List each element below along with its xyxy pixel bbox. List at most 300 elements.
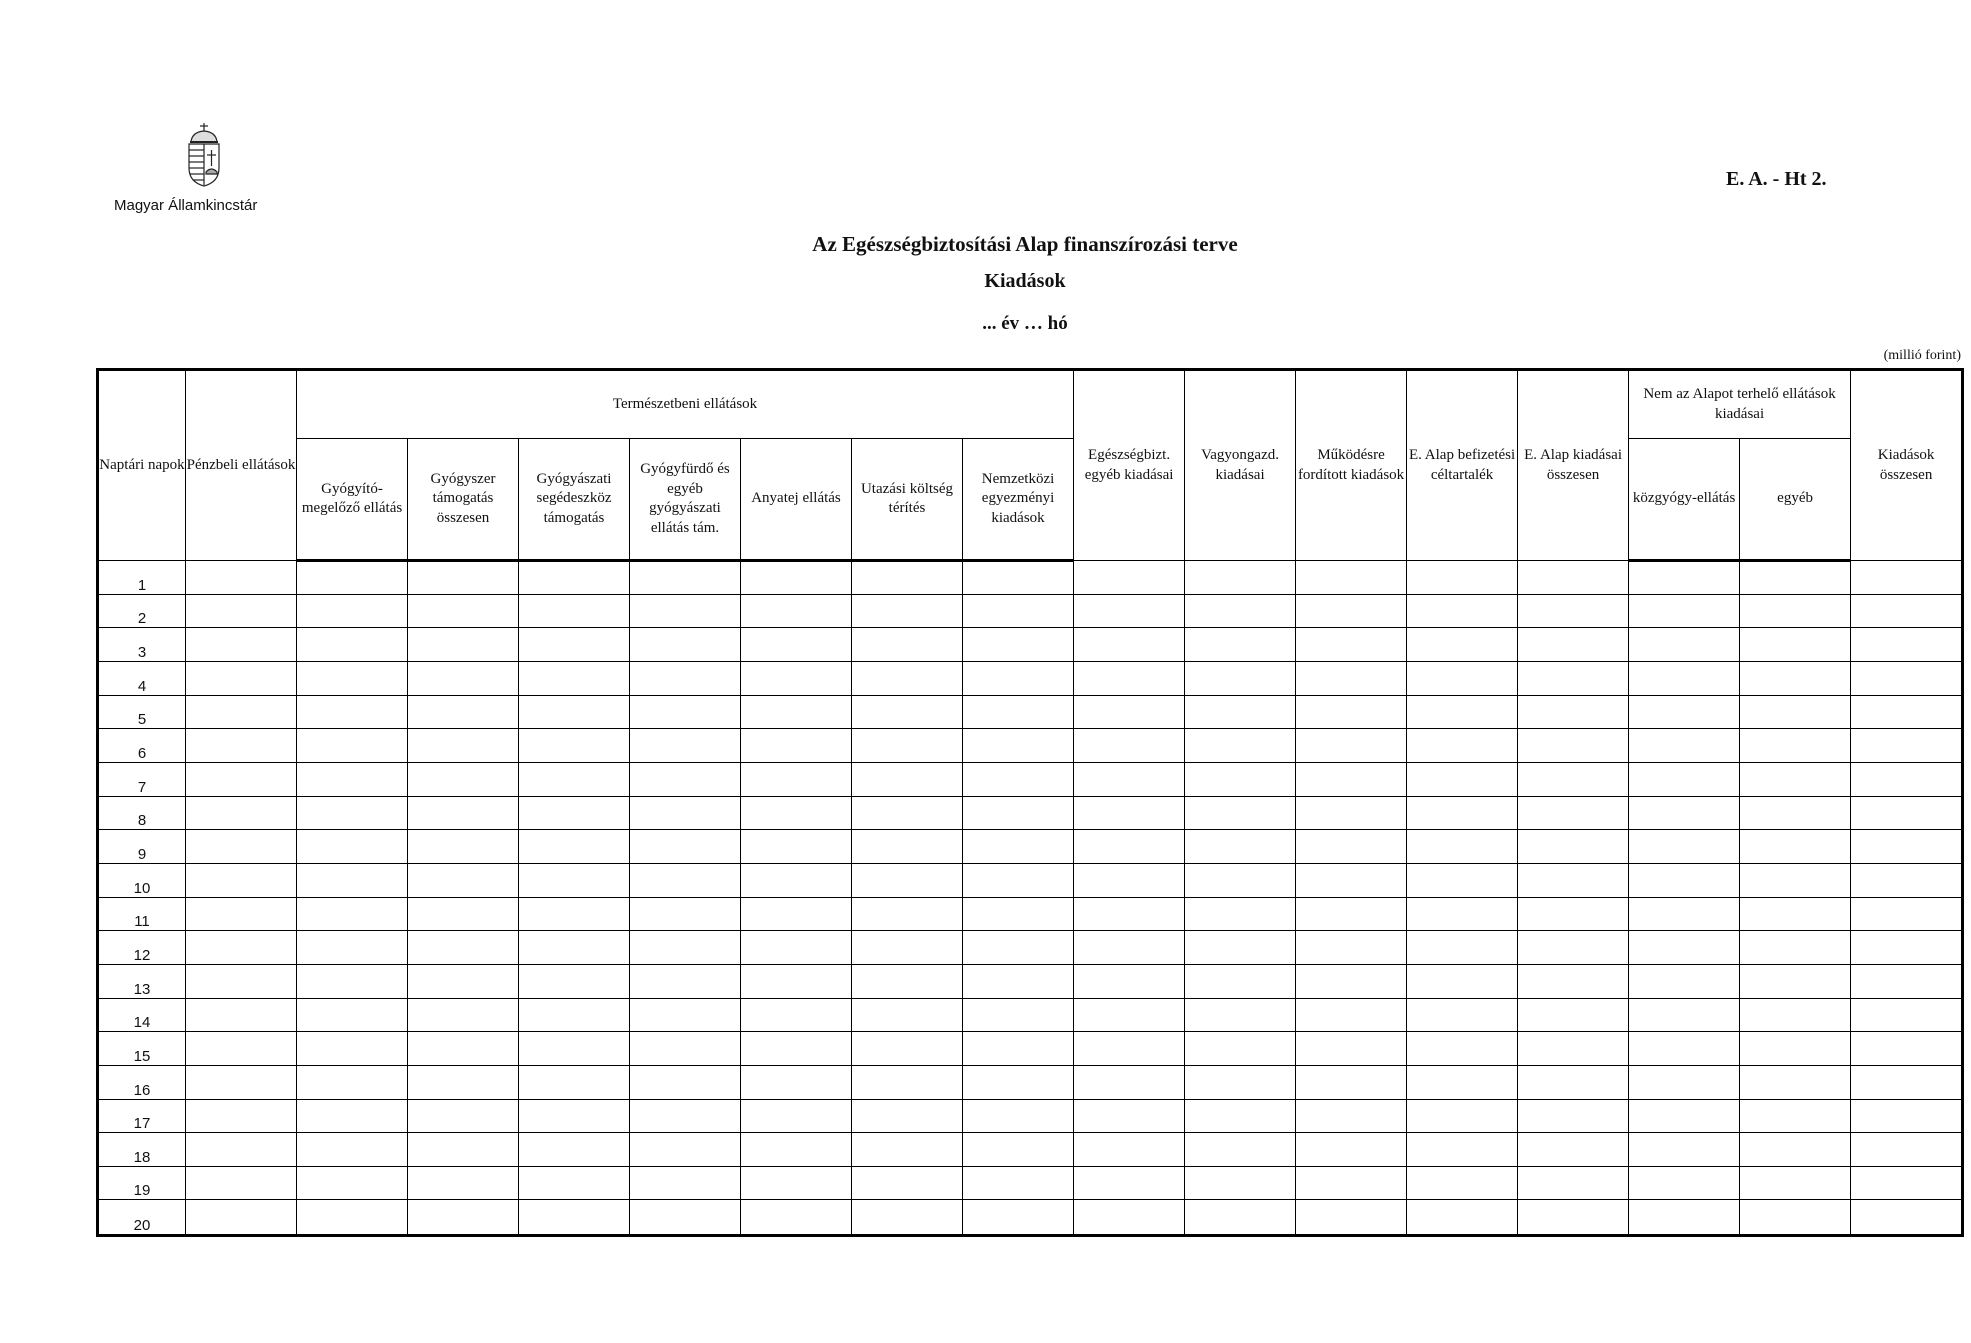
data-cell[interactable] bbox=[1074, 561, 1185, 595]
data-cell[interactable] bbox=[852, 561, 963, 595]
data-cell[interactable] bbox=[1851, 1133, 1963, 1167]
data-cell[interactable] bbox=[1185, 594, 1296, 628]
data-cell[interactable] bbox=[852, 695, 963, 729]
data-cell[interactable] bbox=[630, 762, 741, 796]
data-cell[interactable] bbox=[1407, 695, 1518, 729]
data-cell[interactable] bbox=[297, 863, 408, 897]
data-cell[interactable] bbox=[741, 931, 852, 965]
data-cell[interactable] bbox=[1740, 628, 1851, 662]
data-cell[interactable] bbox=[1851, 863, 1963, 897]
data-cell[interactable] bbox=[519, 796, 630, 830]
data-cell[interactable] bbox=[1407, 762, 1518, 796]
data-cell[interactable] bbox=[963, 796, 1074, 830]
data-cell[interactable] bbox=[1185, 863, 1296, 897]
data-cell[interactable] bbox=[1296, 729, 1407, 763]
data-cell[interactable] bbox=[741, 964, 852, 998]
data-cell[interactable] bbox=[1074, 1065, 1185, 1099]
data-cell[interactable] bbox=[1518, 830, 1629, 864]
data-cell[interactable] bbox=[297, 1032, 408, 1066]
data-cell[interactable] bbox=[297, 762, 408, 796]
data-cell[interactable] bbox=[1407, 796, 1518, 830]
data-cell[interactable] bbox=[186, 628, 297, 662]
data-cell[interactable] bbox=[1740, 830, 1851, 864]
data-cell[interactable] bbox=[741, 1032, 852, 1066]
data-cell[interactable] bbox=[519, 964, 630, 998]
data-cell[interactable] bbox=[1296, 1099, 1407, 1133]
data-cell[interactable] bbox=[1740, 729, 1851, 763]
data-cell[interactable] bbox=[630, 796, 741, 830]
data-cell[interactable] bbox=[519, 1032, 630, 1066]
data-cell[interactable] bbox=[630, 1166, 741, 1200]
data-cell[interactable] bbox=[297, 897, 408, 931]
data-cell[interactable] bbox=[741, 729, 852, 763]
data-cell[interactable] bbox=[1518, 1099, 1629, 1133]
data-cell[interactable] bbox=[408, 830, 519, 864]
data-cell[interactable] bbox=[408, 695, 519, 729]
data-cell[interactable] bbox=[630, 964, 741, 998]
data-cell[interactable] bbox=[186, 796, 297, 830]
data-cell[interactable] bbox=[630, 661, 741, 695]
data-cell[interactable] bbox=[186, 594, 297, 628]
data-cell[interactable] bbox=[1629, 1032, 1740, 1066]
data-cell[interactable] bbox=[1629, 661, 1740, 695]
data-cell[interactable] bbox=[1518, 796, 1629, 830]
data-cell[interactable] bbox=[1629, 796, 1740, 830]
data-cell[interactable] bbox=[1740, 796, 1851, 830]
data-cell[interactable] bbox=[1851, 998, 1963, 1032]
data-cell[interactable] bbox=[1740, 863, 1851, 897]
data-cell[interactable] bbox=[1185, 998, 1296, 1032]
data-cell[interactable] bbox=[519, 729, 630, 763]
data-cell[interactable] bbox=[963, 1065, 1074, 1099]
data-cell[interactable] bbox=[1407, 998, 1518, 1032]
data-cell[interactable] bbox=[186, 863, 297, 897]
data-cell[interactable] bbox=[1740, 695, 1851, 729]
data-cell[interactable] bbox=[1629, 729, 1740, 763]
data-cell[interactable] bbox=[186, 1099, 297, 1133]
data-cell[interactable] bbox=[630, 830, 741, 864]
data-cell[interactable] bbox=[1074, 729, 1185, 763]
data-cell[interactable] bbox=[297, 931, 408, 965]
data-cell[interactable] bbox=[963, 661, 1074, 695]
data-cell[interactable] bbox=[297, 628, 408, 662]
data-cell[interactable] bbox=[1074, 897, 1185, 931]
data-cell[interactable] bbox=[741, 1065, 852, 1099]
data-cell[interactable] bbox=[1185, 897, 1296, 931]
data-cell[interactable] bbox=[741, 1166, 852, 1200]
data-cell[interactable] bbox=[1851, 897, 1963, 931]
data-cell[interactable] bbox=[963, 830, 1074, 864]
data-cell[interactable] bbox=[741, 661, 852, 695]
data-cell[interactable] bbox=[1185, 1032, 1296, 1066]
data-cell[interactable] bbox=[1851, 561, 1963, 595]
data-cell[interactable] bbox=[1407, 729, 1518, 763]
data-cell[interactable] bbox=[1185, 1200, 1296, 1236]
data-cell[interactable] bbox=[630, 1065, 741, 1099]
data-cell[interactable] bbox=[1296, 1133, 1407, 1167]
data-cell[interactable] bbox=[408, 863, 519, 897]
data-cell[interactable] bbox=[852, 931, 963, 965]
data-cell[interactable] bbox=[297, 964, 408, 998]
data-cell[interactable] bbox=[1518, 729, 1629, 763]
data-cell[interactable] bbox=[852, 796, 963, 830]
data-cell[interactable] bbox=[519, 1200, 630, 1236]
data-cell[interactable] bbox=[186, 1200, 297, 1236]
data-cell[interactable] bbox=[408, 931, 519, 965]
data-cell[interactable] bbox=[408, 964, 519, 998]
data-cell[interactable] bbox=[519, 830, 630, 864]
data-cell[interactable] bbox=[1518, 897, 1629, 931]
data-cell[interactable] bbox=[630, 1133, 741, 1167]
data-cell[interactable] bbox=[297, 1065, 408, 1099]
data-cell[interactable] bbox=[408, 1200, 519, 1236]
data-cell[interactable] bbox=[1074, 998, 1185, 1032]
data-cell[interactable] bbox=[852, 897, 963, 931]
data-cell[interactable] bbox=[741, 897, 852, 931]
data-cell[interactable] bbox=[519, 1099, 630, 1133]
data-cell[interactable] bbox=[1740, 931, 1851, 965]
data-cell[interactable] bbox=[1629, 964, 1740, 998]
data-cell[interactable] bbox=[1740, 1166, 1851, 1200]
data-cell[interactable] bbox=[630, 998, 741, 1032]
data-cell[interactable] bbox=[630, 931, 741, 965]
data-cell[interactable] bbox=[1851, 796, 1963, 830]
data-cell[interactable] bbox=[1296, 628, 1407, 662]
data-cell[interactable] bbox=[963, 1032, 1074, 1066]
data-cell[interactable] bbox=[963, 931, 1074, 965]
data-cell[interactable] bbox=[1740, 661, 1851, 695]
data-cell[interactable] bbox=[1074, 1099, 1185, 1133]
data-cell[interactable] bbox=[519, 931, 630, 965]
data-cell[interactable] bbox=[1296, 998, 1407, 1032]
data-cell[interactable] bbox=[1296, 762, 1407, 796]
data-cell[interactable] bbox=[963, 594, 1074, 628]
data-cell[interactable] bbox=[963, 863, 1074, 897]
data-cell[interactable] bbox=[1518, 1133, 1629, 1167]
data-cell[interactable] bbox=[1629, 897, 1740, 931]
data-cell[interactable] bbox=[852, 964, 963, 998]
data-cell[interactable] bbox=[852, 1200, 963, 1236]
data-cell[interactable] bbox=[1629, 695, 1740, 729]
data-cell[interactable] bbox=[1518, 594, 1629, 628]
data-cell[interactable] bbox=[186, 695, 297, 729]
data-cell[interactable] bbox=[519, 897, 630, 931]
data-cell[interactable] bbox=[741, 1099, 852, 1133]
data-cell[interactable] bbox=[1407, 1065, 1518, 1099]
data-cell[interactable] bbox=[963, 964, 1074, 998]
data-cell[interactable] bbox=[1851, 1065, 1963, 1099]
data-cell[interactable] bbox=[519, 998, 630, 1032]
data-cell[interactable] bbox=[1518, 931, 1629, 965]
data-cell[interactable] bbox=[1074, 931, 1185, 965]
data-cell[interactable] bbox=[1185, 830, 1296, 864]
data-cell[interactable] bbox=[1629, 561, 1740, 595]
data-cell[interactable] bbox=[852, 1166, 963, 1200]
data-cell[interactable] bbox=[963, 1166, 1074, 1200]
data-cell[interactable] bbox=[1740, 1032, 1851, 1066]
data-cell[interactable] bbox=[1407, 594, 1518, 628]
data-cell[interactable] bbox=[408, 1133, 519, 1167]
data-cell[interactable] bbox=[186, 1032, 297, 1066]
data-cell[interactable] bbox=[963, 729, 1074, 763]
data-cell[interactable] bbox=[1518, 1032, 1629, 1066]
data-cell[interactable] bbox=[186, 897, 297, 931]
data-cell[interactable] bbox=[852, 1032, 963, 1066]
data-cell[interactable] bbox=[852, 628, 963, 662]
data-cell[interactable] bbox=[1074, 695, 1185, 729]
data-cell[interactable] bbox=[1629, 1200, 1740, 1236]
data-cell[interactable] bbox=[741, 762, 852, 796]
data-cell[interactable] bbox=[186, 998, 297, 1032]
data-cell[interactable] bbox=[1407, 661, 1518, 695]
data-cell[interactable] bbox=[519, 1065, 630, 1099]
data-cell[interactable] bbox=[1851, 762, 1963, 796]
data-cell[interactable] bbox=[1074, 1200, 1185, 1236]
data-cell[interactable] bbox=[630, 1032, 741, 1066]
data-cell[interactable] bbox=[852, 1133, 963, 1167]
data-cell[interactable] bbox=[1518, 998, 1629, 1032]
data-cell[interactable] bbox=[1407, 1032, 1518, 1066]
data-cell[interactable] bbox=[1296, 1032, 1407, 1066]
data-cell[interactable] bbox=[1518, 561, 1629, 595]
data-cell[interactable] bbox=[852, 830, 963, 864]
data-cell[interactable] bbox=[1296, 897, 1407, 931]
data-cell[interactable] bbox=[630, 628, 741, 662]
data-cell[interactable] bbox=[1851, 964, 1963, 998]
data-cell[interactable] bbox=[1185, 762, 1296, 796]
data-cell[interactable] bbox=[741, 695, 852, 729]
data-cell[interactable] bbox=[741, 796, 852, 830]
data-cell[interactable] bbox=[1296, 1065, 1407, 1099]
data-cell[interactable] bbox=[1518, 1166, 1629, 1200]
data-cell[interactable] bbox=[297, 594, 408, 628]
data-cell[interactable] bbox=[1629, 628, 1740, 662]
data-cell[interactable] bbox=[186, 830, 297, 864]
data-cell[interactable] bbox=[741, 628, 852, 662]
data-cell[interactable] bbox=[963, 762, 1074, 796]
data-cell[interactable] bbox=[519, 661, 630, 695]
data-cell[interactable] bbox=[852, 1099, 963, 1133]
data-cell[interactable] bbox=[1629, 931, 1740, 965]
data-cell[interactable] bbox=[630, 897, 741, 931]
data-cell[interactable] bbox=[408, 561, 519, 595]
data-cell[interactable] bbox=[1074, 1166, 1185, 1200]
data-cell[interactable] bbox=[1185, 931, 1296, 965]
data-cell[interactable] bbox=[1629, 762, 1740, 796]
data-cell[interactable] bbox=[408, 594, 519, 628]
data-cell[interactable] bbox=[1740, 1065, 1851, 1099]
data-cell[interactable] bbox=[1518, 695, 1629, 729]
data-cell[interactable] bbox=[963, 998, 1074, 1032]
data-cell[interactable] bbox=[963, 628, 1074, 662]
data-cell[interactable] bbox=[630, 594, 741, 628]
data-cell[interactable] bbox=[1407, 1166, 1518, 1200]
data-cell[interactable] bbox=[963, 695, 1074, 729]
data-cell[interactable] bbox=[1296, 796, 1407, 830]
data-cell[interactable] bbox=[1296, 830, 1407, 864]
data-cell[interactable] bbox=[852, 1065, 963, 1099]
data-cell[interactable] bbox=[963, 561, 1074, 595]
data-cell[interactable] bbox=[1518, 863, 1629, 897]
data-cell[interactable] bbox=[297, 1200, 408, 1236]
data-cell[interactable] bbox=[1851, 695, 1963, 729]
data-cell[interactable] bbox=[297, 830, 408, 864]
data-cell[interactable] bbox=[741, 1133, 852, 1167]
data-cell[interactable] bbox=[963, 1099, 1074, 1133]
data-cell[interactable] bbox=[1629, 1166, 1740, 1200]
data-cell[interactable] bbox=[1851, 661, 1963, 695]
data-cell[interactable] bbox=[1185, 1099, 1296, 1133]
data-cell[interactable] bbox=[1074, 762, 1185, 796]
data-cell[interactable] bbox=[297, 796, 408, 830]
data-cell[interactable] bbox=[1296, 863, 1407, 897]
data-cell[interactable] bbox=[963, 1200, 1074, 1236]
data-cell[interactable] bbox=[1407, 931, 1518, 965]
data-cell[interactable] bbox=[297, 695, 408, 729]
data-cell[interactable] bbox=[1518, 964, 1629, 998]
data-cell[interactable] bbox=[519, 762, 630, 796]
data-cell[interactable] bbox=[1629, 1099, 1740, 1133]
data-cell[interactable] bbox=[1185, 729, 1296, 763]
data-cell[interactable] bbox=[1074, 796, 1185, 830]
data-cell[interactable] bbox=[297, 1166, 408, 1200]
data-cell[interactable] bbox=[1074, 594, 1185, 628]
data-cell[interactable] bbox=[852, 661, 963, 695]
data-cell[interactable] bbox=[1185, 796, 1296, 830]
data-cell[interactable] bbox=[741, 863, 852, 897]
data-cell[interactable] bbox=[630, 1099, 741, 1133]
data-cell[interactable] bbox=[1851, 1032, 1963, 1066]
data-cell[interactable] bbox=[186, 931, 297, 965]
data-cell[interactable] bbox=[1296, 1166, 1407, 1200]
data-cell[interactable] bbox=[1296, 931, 1407, 965]
data-cell[interactable] bbox=[852, 729, 963, 763]
data-cell[interactable] bbox=[1740, 762, 1851, 796]
data-cell[interactable] bbox=[519, 594, 630, 628]
data-cell[interactable] bbox=[1740, 1099, 1851, 1133]
data-cell[interactable] bbox=[1629, 998, 1740, 1032]
data-cell[interactable] bbox=[852, 594, 963, 628]
data-cell[interactable] bbox=[1296, 561, 1407, 595]
data-cell[interactable] bbox=[1074, 964, 1185, 998]
data-cell[interactable] bbox=[297, 998, 408, 1032]
data-cell[interactable] bbox=[1185, 1133, 1296, 1167]
data-cell[interactable] bbox=[519, 1133, 630, 1167]
data-cell[interactable] bbox=[297, 661, 408, 695]
data-cell[interactable] bbox=[1074, 830, 1185, 864]
data-cell[interactable] bbox=[1740, 1133, 1851, 1167]
data-cell[interactable] bbox=[1518, 661, 1629, 695]
data-cell[interactable] bbox=[963, 897, 1074, 931]
data-cell[interactable] bbox=[1074, 1032, 1185, 1066]
data-cell[interactable] bbox=[297, 729, 408, 763]
data-cell[interactable] bbox=[186, 561, 297, 595]
data-cell[interactable] bbox=[630, 1200, 741, 1236]
data-cell[interactable] bbox=[1518, 762, 1629, 796]
data-cell[interactable] bbox=[408, 1099, 519, 1133]
data-cell[interactable] bbox=[1185, 628, 1296, 662]
data-cell[interactable] bbox=[1074, 1133, 1185, 1167]
data-cell[interactable] bbox=[1185, 561, 1296, 595]
data-cell[interactable] bbox=[1629, 1065, 1740, 1099]
data-cell[interactable] bbox=[852, 998, 963, 1032]
data-cell[interactable] bbox=[186, 762, 297, 796]
data-cell[interactable] bbox=[519, 628, 630, 662]
data-cell[interactable] bbox=[1185, 1065, 1296, 1099]
data-cell[interactable] bbox=[297, 1133, 408, 1167]
data-cell[interactable] bbox=[1407, 1099, 1518, 1133]
data-cell[interactable] bbox=[1629, 863, 1740, 897]
data-cell[interactable] bbox=[1518, 628, 1629, 662]
data-cell[interactable] bbox=[1407, 863, 1518, 897]
data-cell[interactable] bbox=[1851, 1166, 1963, 1200]
data-cell[interactable] bbox=[1185, 661, 1296, 695]
data-cell[interactable] bbox=[1851, 830, 1963, 864]
data-cell[interactable] bbox=[1296, 1200, 1407, 1236]
data-cell[interactable] bbox=[963, 1133, 1074, 1167]
data-cell[interactable] bbox=[741, 561, 852, 595]
data-cell[interactable] bbox=[741, 594, 852, 628]
data-cell[interactable] bbox=[1740, 1200, 1851, 1236]
data-cell[interactable] bbox=[852, 863, 963, 897]
data-cell[interactable] bbox=[1629, 1133, 1740, 1167]
data-cell[interactable] bbox=[630, 729, 741, 763]
data-cell[interactable] bbox=[408, 628, 519, 662]
data-cell[interactable] bbox=[519, 695, 630, 729]
data-cell[interactable] bbox=[741, 830, 852, 864]
data-cell[interactable] bbox=[1851, 729, 1963, 763]
data-cell[interactable] bbox=[1407, 628, 1518, 662]
data-cell[interactable] bbox=[1407, 964, 1518, 998]
data-cell[interactable] bbox=[297, 561, 408, 595]
data-cell[interactable] bbox=[1740, 998, 1851, 1032]
data-cell[interactable] bbox=[1851, 1200, 1963, 1236]
data-cell[interactable] bbox=[408, 998, 519, 1032]
data-cell[interactable] bbox=[1740, 594, 1851, 628]
data-cell[interactable] bbox=[1074, 628, 1185, 662]
data-cell[interactable] bbox=[408, 1166, 519, 1200]
data-cell[interactable] bbox=[408, 661, 519, 695]
data-cell[interactable] bbox=[1518, 1065, 1629, 1099]
data-cell[interactable] bbox=[1851, 931, 1963, 965]
data-cell[interactable] bbox=[1074, 661, 1185, 695]
data-cell[interactable] bbox=[1296, 594, 1407, 628]
data-cell[interactable] bbox=[1185, 695, 1296, 729]
data-cell[interactable] bbox=[408, 1032, 519, 1066]
data-cell[interactable] bbox=[1740, 897, 1851, 931]
data-cell[interactable] bbox=[408, 796, 519, 830]
data-cell[interactable] bbox=[186, 729, 297, 763]
data-cell[interactable] bbox=[186, 1166, 297, 1200]
data-cell[interactable] bbox=[408, 1065, 519, 1099]
data-cell[interactable] bbox=[1185, 1166, 1296, 1200]
data-cell[interactable] bbox=[408, 729, 519, 763]
data-cell[interactable] bbox=[630, 695, 741, 729]
data-cell[interactable] bbox=[1407, 561, 1518, 595]
data-cell[interactable] bbox=[186, 661, 297, 695]
data-cell[interactable] bbox=[741, 998, 852, 1032]
data-cell[interactable] bbox=[297, 1099, 408, 1133]
data-cell[interactable] bbox=[1185, 964, 1296, 998]
data-cell[interactable] bbox=[1851, 594, 1963, 628]
data-cell[interactable] bbox=[630, 561, 741, 595]
data-cell[interactable] bbox=[519, 863, 630, 897]
data-cell[interactable] bbox=[1296, 695, 1407, 729]
data-cell[interactable] bbox=[186, 1133, 297, 1167]
data-cell[interactable] bbox=[1074, 863, 1185, 897]
data-cell[interactable] bbox=[186, 1065, 297, 1099]
data-cell[interactable] bbox=[408, 762, 519, 796]
